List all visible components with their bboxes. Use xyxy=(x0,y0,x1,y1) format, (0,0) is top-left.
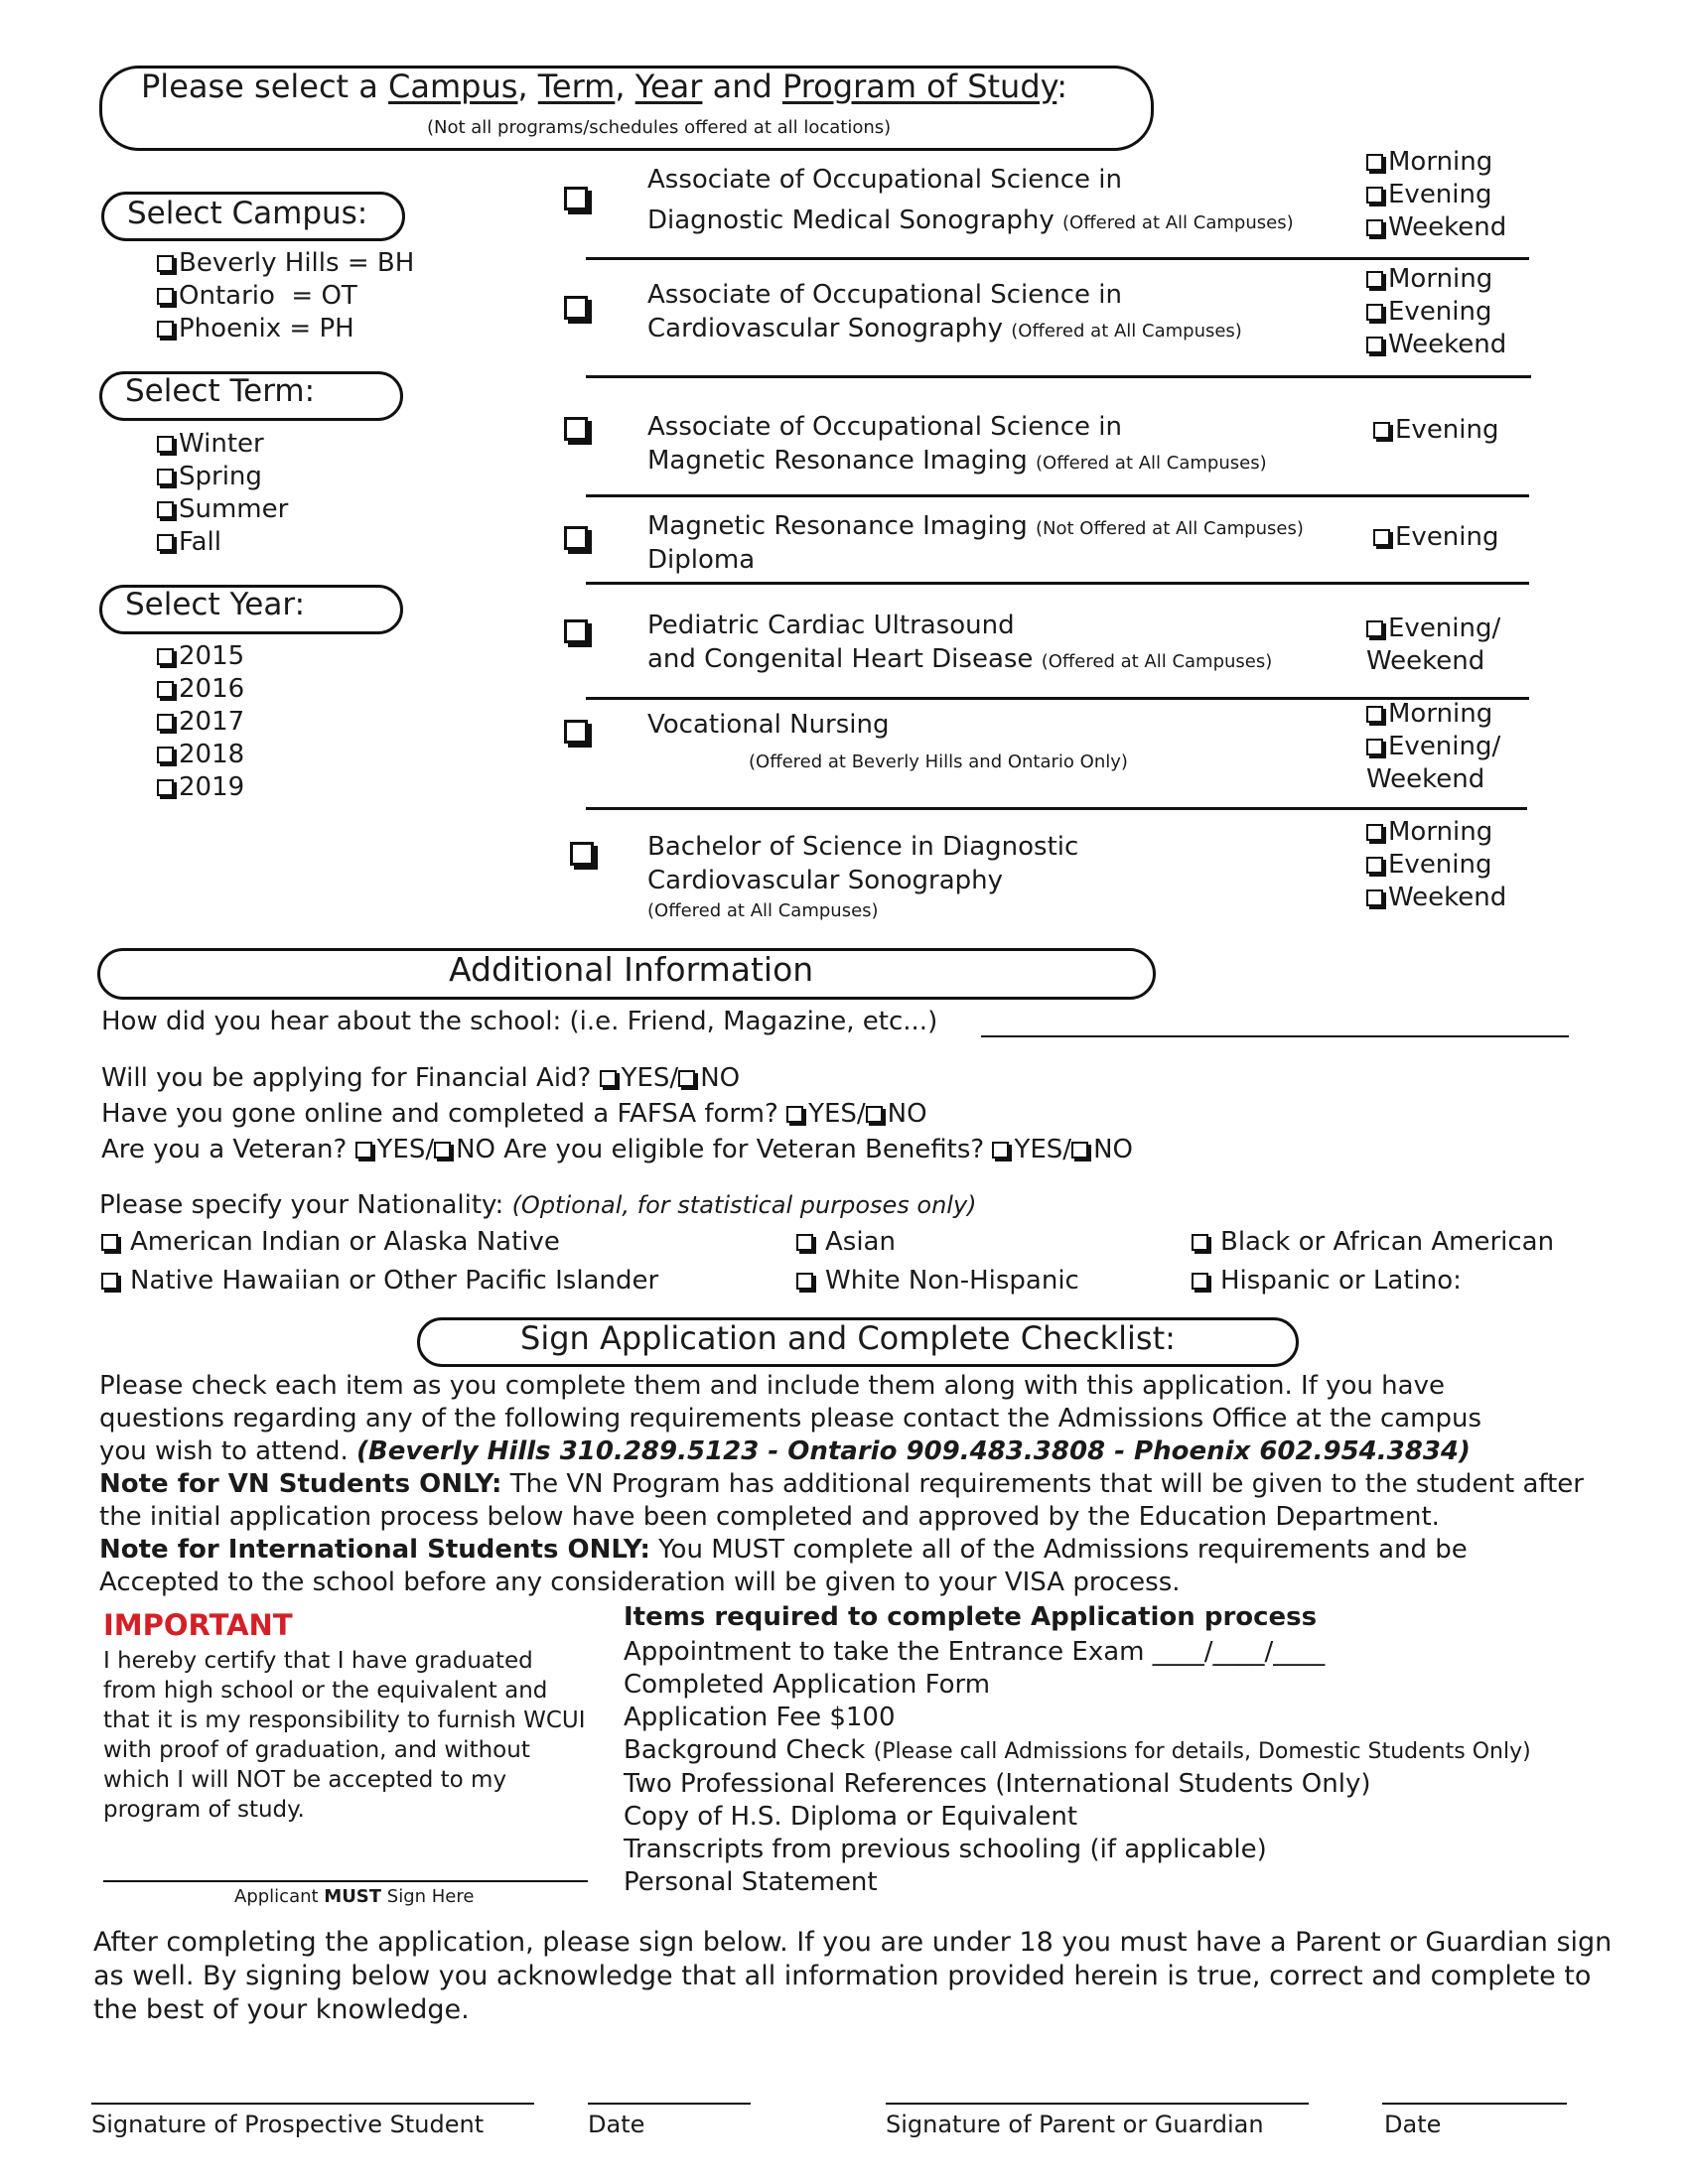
campus-options xyxy=(157,247,414,345)
term-option-spring[interactable]: Spring xyxy=(157,461,288,493)
schedule-weekend-label: Weekend xyxy=(1366,764,1485,794)
checkbox-icon[interactable] xyxy=(157,747,174,763)
important-title: IMPORTANT xyxy=(103,1608,293,1642)
closing-text: After completing the application, please sign below. If you are under 18 you must have a Parent or Guardian sign as well. By signing below you acknowledge that all information provided herein is true, correct and complete to the best of your knowledge. xyxy=(93,1927,1613,2025)
checkbox-icon[interactable] xyxy=(157,255,174,272)
item: Application Fee $100 xyxy=(624,1703,896,1732)
checkbox-icon[interactable] xyxy=(434,1142,451,1159)
program-checkbox-cvs[interactable] xyxy=(564,296,588,320)
checkbox-icon[interactable] xyxy=(157,436,174,453)
schedule-weekend[interactable]: Weekend xyxy=(1366,211,1506,244)
student-date-label: Date xyxy=(588,2111,645,2138)
nationality-option[interactable]: Hispanic or Latino: xyxy=(1192,1266,1462,1296)
program-bs-schedule xyxy=(1366,816,1506,914)
hear-question: How did you hear about the school: (i.e. Friend, Magazine, etc...) xyxy=(101,1007,938,1036)
nationality-option[interactable]: Native Hawaiian or Other Pacific Islander xyxy=(101,1266,658,1296)
checkbox-icon[interactable] xyxy=(1071,1142,1088,1159)
program-cvs-line1: Associate of Occupational Science in xyxy=(647,280,1122,310)
checkbox-icon[interactable] xyxy=(1192,1234,1208,1251)
year-option[interactable]: 2019 xyxy=(157,771,244,804)
year-options xyxy=(157,640,244,804)
checkbox-icon[interactable] xyxy=(1366,271,1383,288)
program-dms-line2: Diagnostic Medical Sonography (Offered at All Campuses) xyxy=(647,205,1294,235)
program-pediatric-schedule xyxy=(1366,613,1500,678)
student-signature-line[interactable] xyxy=(91,2103,534,2105)
divider xyxy=(586,257,1529,260)
nationality-option[interactable]: American Indian or Alaska Native xyxy=(101,1227,560,1257)
program-pediatric-line2: and Congenital Heart Disease (Offered at All Campuses) xyxy=(647,644,1273,674)
program-vn-line1: Vocational Nursing xyxy=(647,710,890,740)
header-program: Program of Study xyxy=(781,68,1057,105)
schedule-evening[interactable]: Evening xyxy=(1366,179,1506,211)
item: Two Professional References (International Students Only) xyxy=(624,1769,1371,1799)
term-option-summer[interactable]: Summer xyxy=(157,493,288,526)
checkbox-icon[interactable] xyxy=(1366,304,1383,321)
applicant-sign-label: Applicant MUST Sign Here xyxy=(234,1886,475,1907)
schedule-morning[interactable]: Morning xyxy=(1366,816,1506,849)
nationality-label: Please specify your Nationality: (Optional, for statistical purposes only) xyxy=(99,1190,977,1220)
student-date-line[interactable] xyxy=(588,2103,751,2105)
program-checkbox-mri-diploma[interactable] xyxy=(564,526,588,550)
guardian-date-label: Date xyxy=(1384,2111,1442,2138)
schedule-evening-weekend[interactable]: Evening/ xyxy=(1366,731,1500,763)
program-mri-diploma-line2: Diploma xyxy=(647,545,756,575)
schedule-evening[interactable]: Evening xyxy=(1366,296,1506,329)
campus-option-ph[interactable]: Phoenix = PH xyxy=(157,313,414,345)
program-checkbox-bs[interactable] xyxy=(570,842,594,866)
checkbox-icon[interactable] xyxy=(1366,706,1383,723)
checkbox-icon[interactable] xyxy=(101,1273,118,1290)
important-text: I hereby certify that I have graduated from high school or the equivalent and that it is my responsibility to furnish WCUI with proof of graduation, and without which I will NOT be accepted to my program of study. xyxy=(103,1648,586,1823)
nationality-option[interactable]: White Non-Hispanic xyxy=(796,1266,1079,1296)
program-vn-schedule xyxy=(1366,698,1500,796)
program-checkbox-mri-aos[interactable] xyxy=(564,417,588,441)
program-bs-line2: Cardiovascular Sonography xyxy=(647,866,1003,895)
schedule-evening-weekend[interactable]: Evening/ xyxy=(1366,613,1500,645)
checkbox-icon[interactable] xyxy=(796,1273,813,1290)
year-option[interactable]: 2016 xyxy=(157,673,244,706)
nationality-option[interactable]: Black or African American xyxy=(1192,1227,1554,1257)
checkbox-icon[interactable] xyxy=(157,288,174,305)
year-title: Select Year: xyxy=(125,587,306,622)
schedule-morning[interactable]: Morning xyxy=(1366,263,1506,296)
fafsa-question: Have you gone online and completed a FAFSA form? YES/ NO xyxy=(101,1099,927,1129)
checkbox-icon[interactable] xyxy=(1366,219,1383,236)
checkbox-icon[interactable] xyxy=(157,469,174,485)
checkbox-icon[interactable] xyxy=(1366,857,1383,874)
checkbox-icon[interactable] xyxy=(1192,1273,1208,1290)
campus-option-bh[interactable]: Beverly Hills = BH xyxy=(157,247,414,280)
schedule-morning[interactable]: Morning xyxy=(1366,698,1500,731)
item: Completed Application Form xyxy=(624,1670,991,1700)
item: Appointment to take the Entrance Exam ____/____/____ xyxy=(624,1637,1326,1667)
checkbox-icon[interactable] xyxy=(157,779,174,796)
checkbox-icon[interactable] xyxy=(1366,739,1383,755)
checklist-intro: Please check each item as you complete them and include them along with this application. If you have questions regarding any of the following requirements please contact the Admissions Office at the campus you wish to attend. (Beverly Hills 310.289.5123 - Ontario 909.483.3808 - Phoenix 602.954.3834) Note for VN Students ONLY: The VN Program has additional requirements that will be given to the student after the initial application process below have been completed and approved by the Education Department. Note for International Students ONLY: You MUST complete all of the Admissions requirements and be Accepted to the school before any consideration will be given to your VISA process. xyxy=(99,1371,1584,1597)
schedule-evening[interactable]: Evening xyxy=(1366,849,1506,882)
checkbox-icon[interactable] xyxy=(1366,824,1383,841)
program-cvs-line2: Cardiovascular Sonography (Offered at All Campuses) xyxy=(647,314,1242,343)
schedule-evening[interactable]: Evening xyxy=(1373,414,1499,447)
term-option-fall[interactable]: Fall xyxy=(157,526,288,559)
program-mri-aos-line2: Magnetic Resonance Imaging (Offered at All Campuses) xyxy=(647,446,1267,476)
checklist-title: Sign Application and Complete Checklist: xyxy=(520,1319,1176,1357)
guardian-date-line[interactable] xyxy=(1382,2103,1567,2105)
program-bs-line1: Bachelor of Science in Diagnostic xyxy=(647,832,1079,862)
header-note: (Not all programs/schedules offered at all locations) xyxy=(427,117,892,138)
program-dms-schedule xyxy=(1366,146,1506,244)
program-pediatric-line1: Pediatric Cardiac Ultrasound xyxy=(647,611,1015,640)
checkbox-icon[interactable] xyxy=(101,1234,118,1251)
year-option[interactable]: 2018 xyxy=(157,739,244,771)
checkbox-icon[interactable] xyxy=(786,1106,803,1123)
item: Background Check (Please call Admissions for details, Domestic Students Only) xyxy=(624,1735,1531,1765)
item: Personal Statement xyxy=(624,1867,878,1897)
campus-option-ot[interactable]: Ontario = OT xyxy=(157,280,414,313)
divider xyxy=(586,494,1529,497)
term-options xyxy=(157,428,288,559)
schedule-weekend[interactable]: Weekend xyxy=(1366,882,1506,914)
program-checkbox-dms[interactable] xyxy=(564,187,588,210)
year-option[interactable]: 2015 xyxy=(157,640,244,673)
additional-title: Additional Information xyxy=(449,950,814,989)
divider xyxy=(586,582,1529,585)
term-option-winter[interactable]: Winter xyxy=(157,428,288,461)
program-checkbox-pediatric[interactable] xyxy=(564,619,588,643)
header-campus: Campus xyxy=(388,68,518,105)
campus-title: Select Campus: xyxy=(127,196,368,231)
checkbox-icon[interactable] xyxy=(355,1142,372,1159)
hear-answer-line[interactable] xyxy=(981,1035,1569,1037)
veteran-question: Are you a Veteran? YES/ NO Are you eligible for Veteran Benefits? YES/ NO xyxy=(101,1135,1133,1164)
checkbox-icon[interactable] xyxy=(1366,187,1383,204)
checkbox-icon[interactable] xyxy=(1366,154,1383,171)
program-mri-aos-line1: Associate of Occupational Science in xyxy=(647,412,1122,442)
program-mri-aos-schedule xyxy=(1373,414,1499,447)
program-bs-note: (Offered at All Campuses) xyxy=(647,900,879,921)
checkbox-icon[interactable] xyxy=(1366,337,1383,353)
checkbox-icon[interactable] xyxy=(866,1106,883,1123)
checkbox-icon[interactable] xyxy=(1366,889,1383,906)
checkbox-icon[interactable] xyxy=(1373,529,1390,546)
checkbox-icon[interactable] xyxy=(157,648,174,665)
item: Transcripts from previous schooling (if applicable) xyxy=(624,1835,1267,1864)
items-title: Items required to complete Application process xyxy=(624,1602,1318,1632)
program-cvs-schedule xyxy=(1366,263,1506,361)
program-mri-diploma-schedule xyxy=(1373,521,1499,554)
program-checkbox-vn[interactable] xyxy=(564,720,588,744)
applicant-sign-line[interactable] xyxy=(103,1880,588,1882)
student-signature-label: Signature of Prospective Student xyxy=(91,2111,485,2138)
header-year: Year xyxy=(634,68,703,105)
checkbox-icon[interactable] xyxy=(157,534,174,551)
year-option[interactable]: 2017 xyxy=(157,706,244,739)
guardian-signature-label: Signature of Parent or Guardian xyxy=(886,2111,1264,2138)
schedule-evening[interactable]: Evening xyxy=(1373,521,1499,554)
schedule-weekend[interactable]: Weekend xyxy=(1366,329,1506,361)
checkbox-icon[interactable] xyxy=(600,1070,617,1087)
divider xyxy=(586,375,1531,378)
checkbox-icon[interactable] xyxy=(796,1234,813,1251)
header-term: Term xyxy=(537,68,616,105)
schedule-weekend-label: Weekend xyxy=(1366,646,1485,676)
nationality-option[interactable]: Asian xyxy=(796,1227,896,1257)
guardian-signature-line[interactable] xyxy=(886,2103,1309,2105)
schedule-morning[interactable]: Morning xyxy=(1366,146,1506,179)
program-dms-line1: Associate of Occupational Science in xyxy=(647,165,1122,195)
checkbox-icon[interactable] xyxy=(157,321,174,338)
checkbox-icon[interactable] xyxy=(678,1070,695,1087)
checkbox-icon[interactable] xyxy=(157,714,174,731)
header-title: Please select a Campus, Term, Year and Program of Study: xyxy=(141,68,1068,105)
program-vn-note: (Offered at Beverly Hills and Ontario Only) xyxy=(749,751,1128,772)
checkbox-icon[interactable] xyxy=(1373,422,1390,439)
items-list xyxy=(624,1636,1531,1899)
checkbox-icon[interactable] xyxy=(992,1142,1009,1159)
checkbox-icon[interactable] xyxy=(157,681,174,698)
checkbox-icon[interactable] xyxy=(1366,620,1383,637)
term-title: Select Term: xyxy=(125,373,316,409)
checkbox-icon[interactable] xyxy=(157,501,174,518)
item: Copy of H.S. Diploma or Equivalent xyxy=(624,1802,1078,1832)
program-mri-diploma-line1: Magnetic Resonance Imaging (Not Offered at All Campuses) xyxy=(647,511,1304,541)
divider xyxy=(586,807,1527,810)
financial-aid-question: Will you be applying for Financial Aid? YES/ NO xyxy=(101,1063,741,1093)
